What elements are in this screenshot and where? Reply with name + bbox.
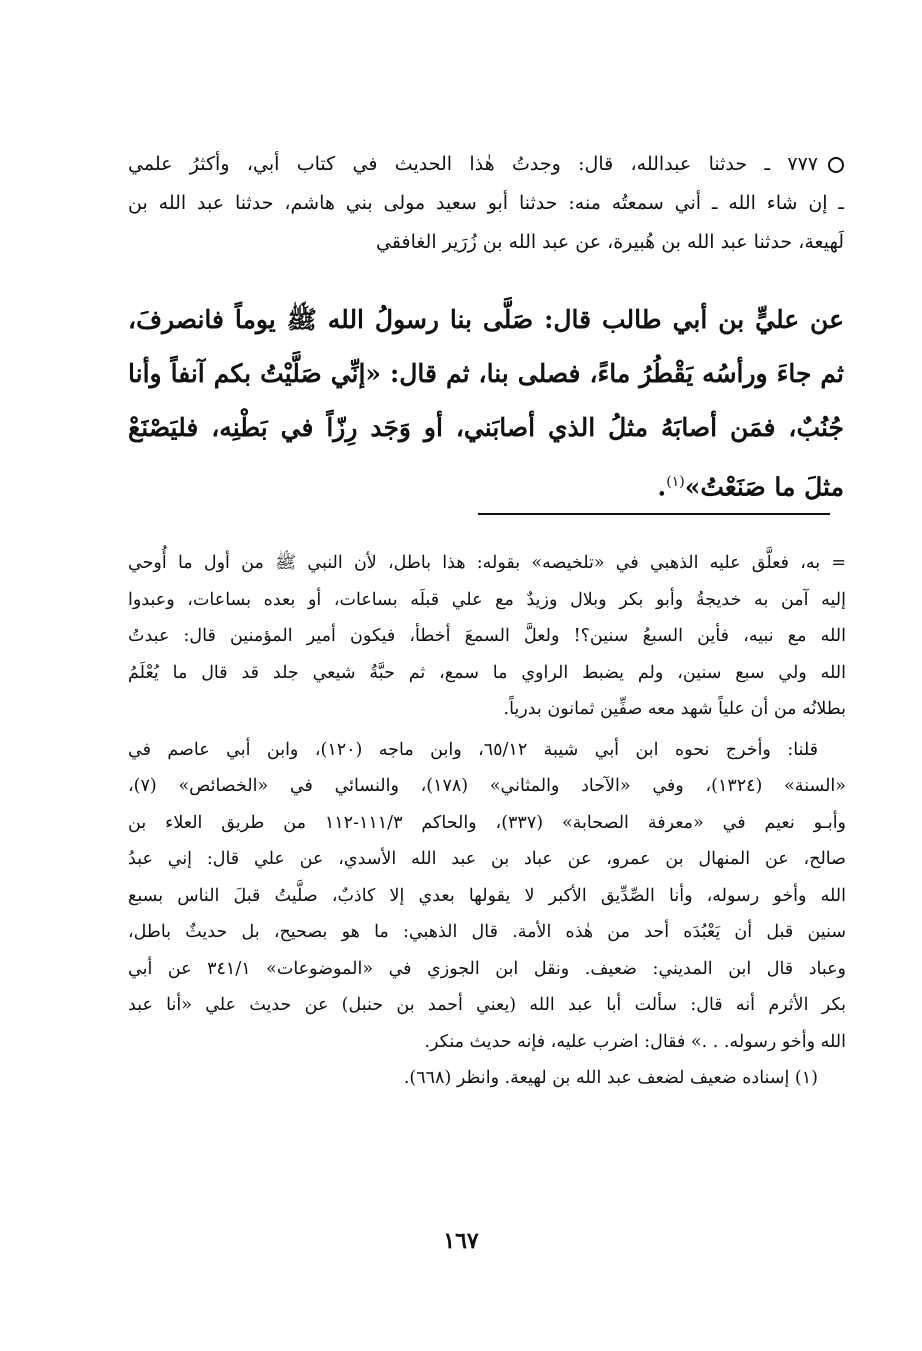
footnote-line: سنين قبل أن يَعْبُدَه أحد من هٰذه الأمة. قال الذهبي: ما هو بصحيح، بل حديثٌ باطل،: [128, 922, 846, 942]
footnote-line: «السنة» (١٣٢٤)، وفي «الآحاد والمثاني» (١٧٨)، والنسائي في «الخصائص» (٧)،: [128, 776, 846, 796]
matn-line: ثم جاءَ ورأسُه يَقْطُرُ ماءً، فصلى بنا، ثم قال: «إنِّي صَلَّيْتُ بكم آنفاً وأنا: [128, 359, 844, 388]
footnote-line: بكر الأثرم أنه قال: سألت أبا عبد الله (يعني أحمد بن حنبل) عن حديث علي «أنا عبد: [128, 995, 846, 1015]
footnotes: [128, 545, 846, 1097]
matn-line: جُنُبٌ، فمَن أصابَهُ مثلُ الذي أصابَني، أو وَجَد رِزّاً في بَطْنِه، فليَصْنَعْ: [128, 413, 844, 442]
footnote-line: الله مع نبيه، فأين السبعُ سنين؟! ولعلَّ السمعَ أخطأ، فيكون أمير المؤمنين قال: عبدتُ: [128, 626, 846, 646]
page-number: ١٦٧: [443, 1228, 479, 1254]
isnad-line: ـ إن شاء الله ـ أني سمعتُه منه: حدثنا أبو سعيد مولى بني هاشم، حدثنا عبد الله بن: [128, 192, 844, 214]
footnote-line: إليه آمن به خديجةُ وأبو بكر وبلال وزيدٌ مع علي قبلَه بساعات، أو بعده بساعات، وعبدوا: [128, 589, 846, 610]
footnote-1: (١) إسناده ضعيف لضعف عبد الله بن لهيعة. وانظر (٦٦٨).: [403, 1068, 818, 1088]
isnad-line: ٧٧٧ ـ حدثنا عبدالله، قال: وجدتُ هٰذا الحديث في كتاب أبي، وأكثرُ علمي: [128, 145, 844, 184]
circle-marker-icon: [828, 157, 844, 173]
hadith-matn: [128, 293, 844, 514]
footnote-line: صالح، عن المنهال بن عمرو، عن عباد بن عبد الله الأسدي، عن علي قال: إني عبدُ: [128, 849, 846, 869]
isnad-line: لَهيعة، حدثنا عبد الله بن هُبيرة، عن عبد الله بن زُرَير الغافقي: [376, 231, 844, 253]
footnote-line: وأبـو نعيم في «معرفة الصحابة» (٣٣٧)، والحاكم ١١١/٣-١١٢ من طريق العلاء بن: [128, 812, 847, 833]
footnote-line: الله وأخو رسوله، وأنا الصِّدِّيق الأكبر لا يقولها بعدي إلا كاذبٌ، صلَّيتُ قبلَ الناس بسبع: [128, 885, 846, 906]
footnote-line: وعباد قال ابن المديني: ضعيف. ونقل ابن الجوزي في «الموضوعات» ٣٤١/١ عن أبي: [128, 958, 846, 979]
footnote-line: = به، فعلَّق عليه الذهبي في «تلخيصه» بقوله: هذا باطل، لأن النبي ﷺ من أول ما أُوحي: [128, 553, 846, 573]
hadith-isnad: [128, 145, 844, 262]
footnote-line: قلنا: وأخرج نحوه ابن أبي شيبة ٦٥/١٢، وابن ماجه (١٢٠)، وابن أبي عاصم في: [128, 739, 818, 760]
footnote-line: الله وأخو رسوله. . .» فقال: اضرب عليه، فإنه حديث منكر.: [424, 1031, 846, 1052]
matn-line: عن عليٍّ بن أبي طالب قال: صَلَّى بنا رسولُ الله ﷺ يوماً فانصرفَ،: [128, 305, 844, 334]
matn-line: مثلَ ما صَنَعْتُ»$^{(١)}$.: [657, 472, 844, 502]
footnote-reference: (١): [666, 474, 685, 490]
footnote-line: الله ولي سبع سنين، ولم يضبط الراوي ما سمع، ثم حبَّةُ شيعي جلد قد قال ما يُعْلَمُ: [128, 662, 846, 683]
footnote-line: بطلانُه من أن علياً شهد معه صفِّين ثمانون بدرياً.: [503, 699, 846, 719]
footnote-separator: [478, 513, 830, 515]
